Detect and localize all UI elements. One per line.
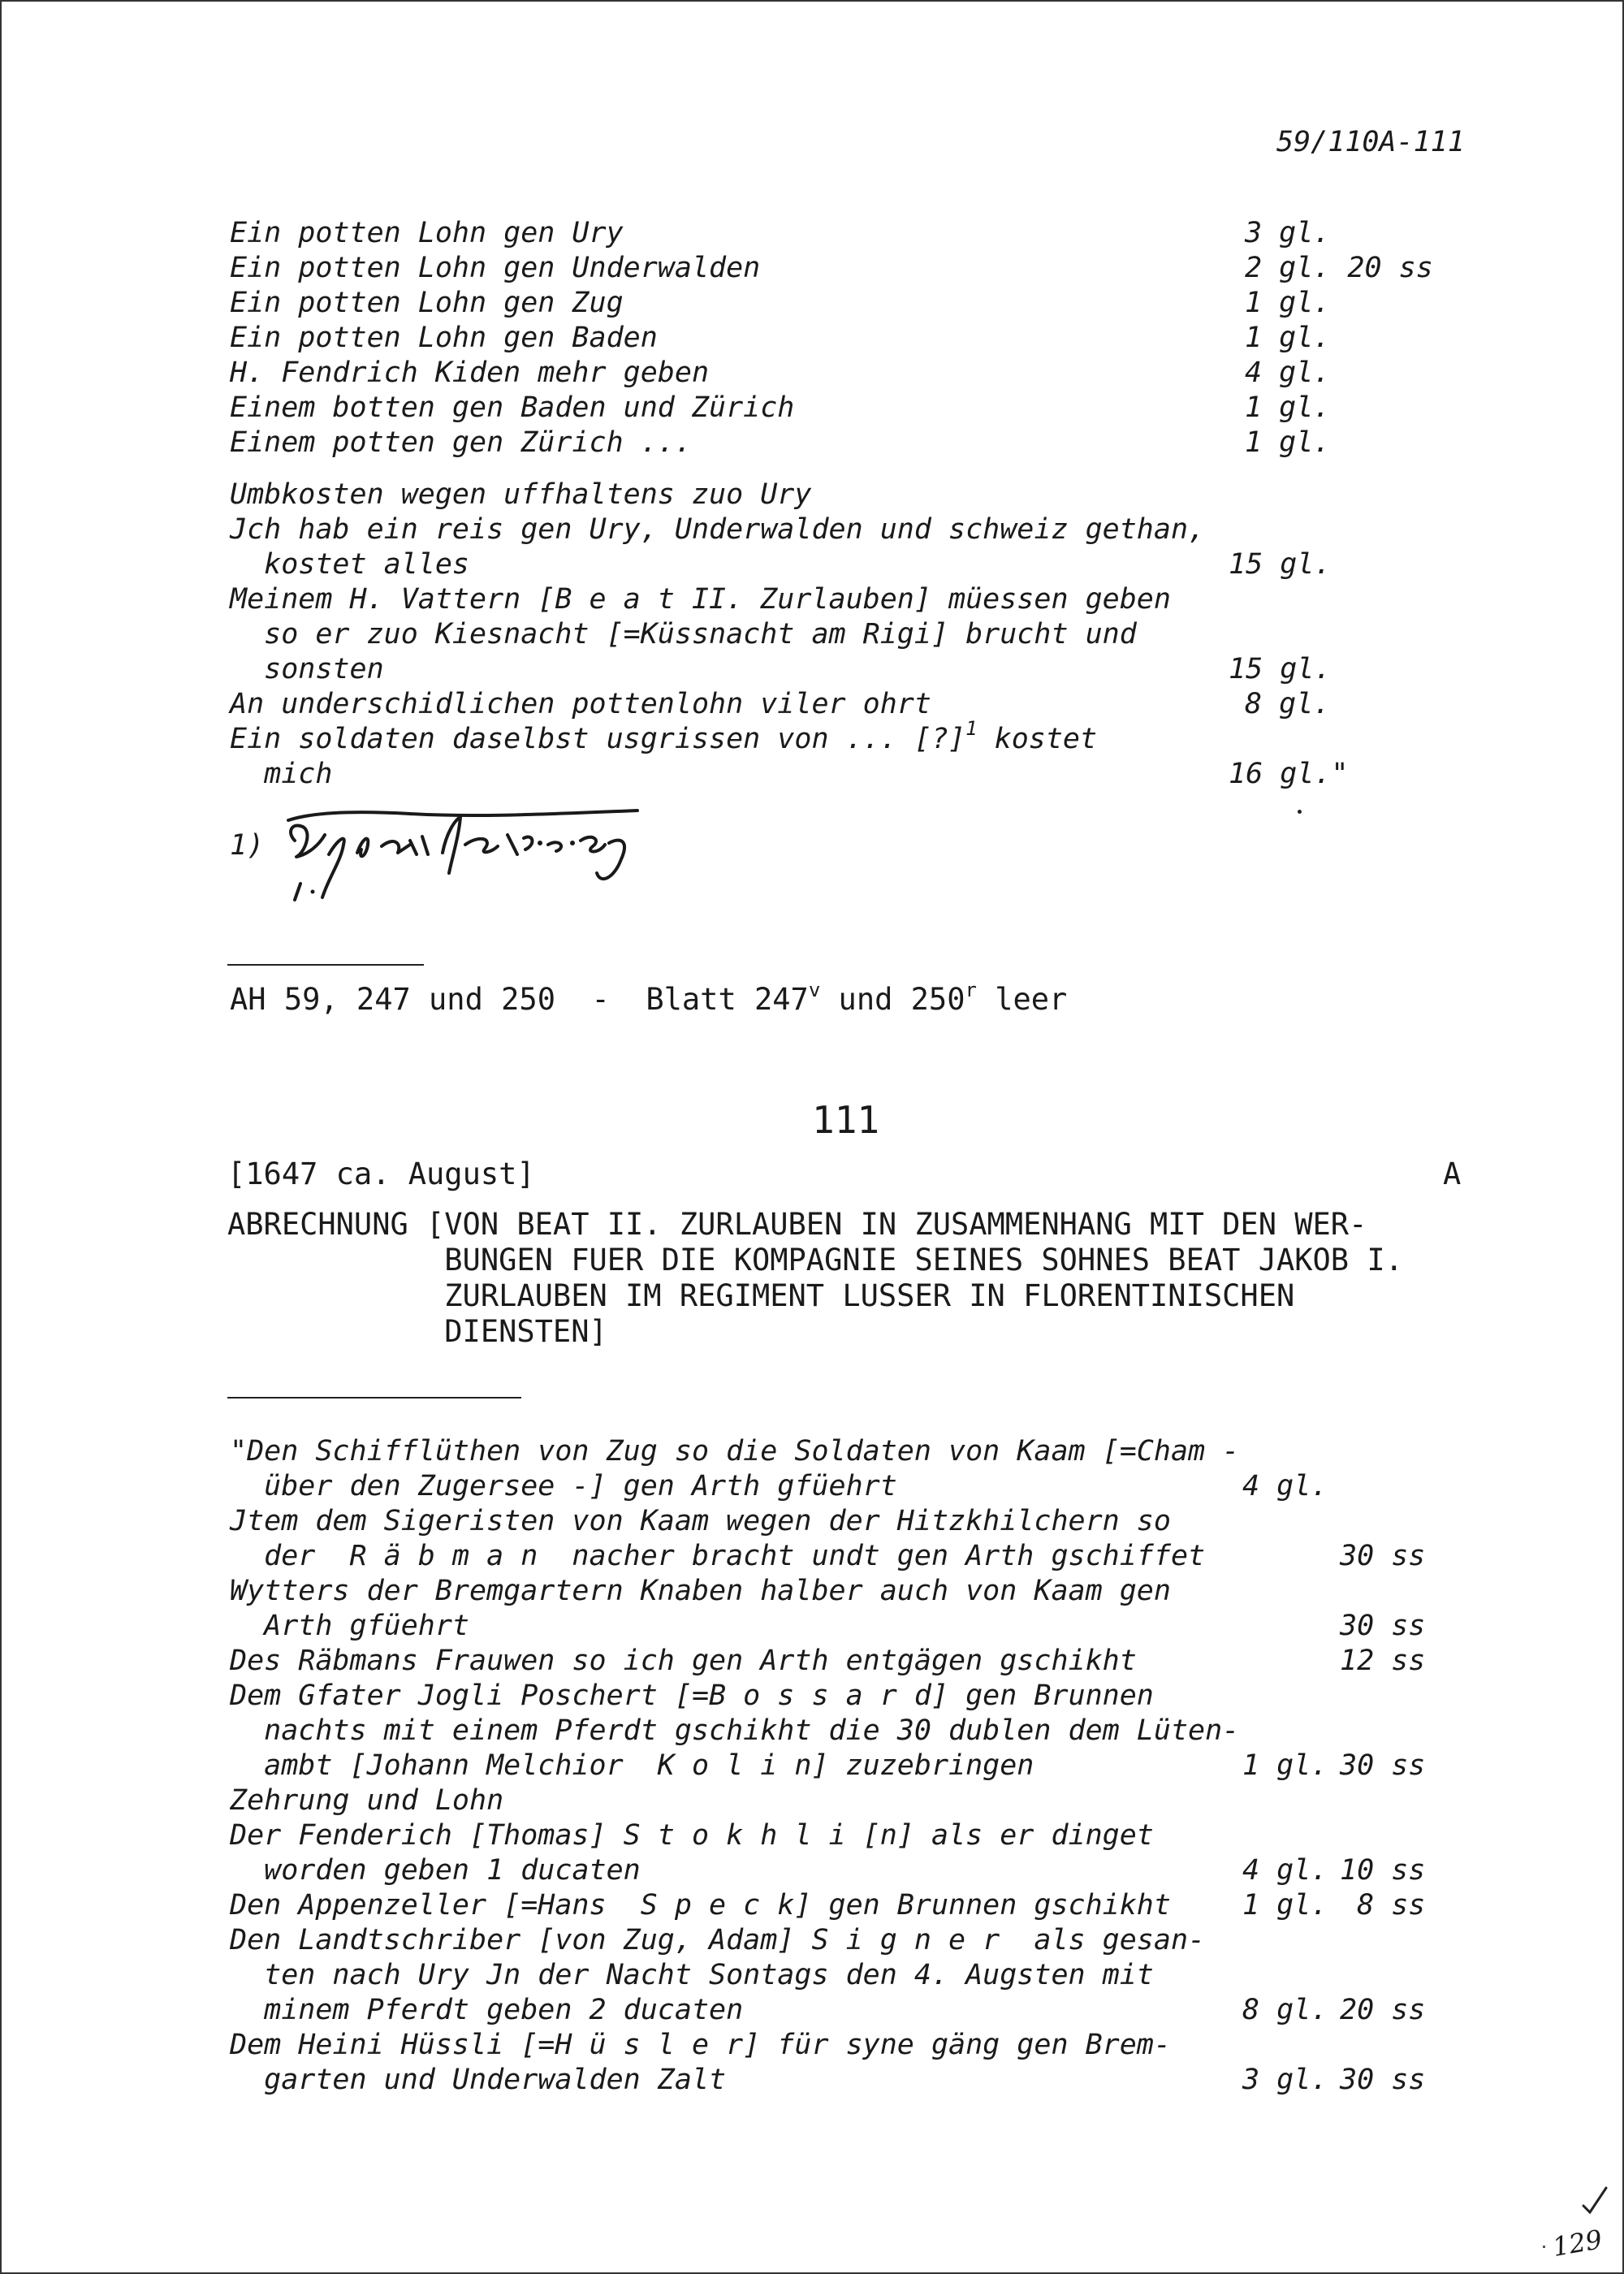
document-number: 111 <box>812 1098 880 1142</box>
list-item: sonsten <box>230 653 384 685</box>
document-title-label: ABRECHNUNG <box>227 1207 408 1242</box>
list-item-text: kostet <box>977 723 1098 755</box>
list-item: Ein potten Lohn gen Ury <box>230 217 624 249</box>
list-item: Einem potten gen Zürich ... <box>230 426 692 459</box>
source-note <box>230 979 1068 1021</box>
check-mark-icon <box>1579 2185 1611 2217</box>
amount: 4 gl. <box>1245 357 1331 389</box>
list-item: An underschidlichen pottenlohn viler ohrt <box>230 688 931 720</box>
list-item: Jtem dem Sigeristen von Kaam wegen der Hitzkhilchern so <box>230 1505 1171 1537</box>
list-item: Den Appenzeller [=Hans S p e c k] gen Brunnen gschikht <box>230 1889 1171 1922</box>
divider <box>227 964 424 966</box>
amount-ss: 8 ss <box>1340 1889 1426 1922</box>
list-item: H. Fendrich Kiden mehr geben <box>230 357 710 389</box>
list-item: minem Pferdt geben 2 ducaten <box>230 1994 744 2026</box>
list-item: Arth gfüehrt <box>230 1610 470 1642</box>
list-item: Dem Heini Hüssli [=H ü s l e r] für syne gäng gen Brem- <box>230 2029 1171 2061</box>
divider <box>227 1397 521 1399</box>
amount-gl: 8 gl. <box>1242 1994 1328 2026</box>
list-item: so er zuo Kiesnacht [=Küssnacht am Rigi] brucht und <box>230 618 1137 651</box>
amount: 15 gl. <box>1229 653 1332 685</box>
amount: 2 gl. 20 ss <box>1245 252 1433 284</box>
list-item: Ein potten Lohn gen Underwalden <box>230 252 761 284</box>
source-text: leer <box>976 982 1068 1017</box>
amount-ss: 12 ss <box>1340 1645 1426 1677</box>
list-item: über den Zugersee -] gen Arth gfüehrt <box>230 1470 897 1502</box>
list-item: Jch hab ein reis gen Ury, Underwalden und schweiz gethan, <box>230 513 1206 546</box>
list-item: Der Fenderich [Thomas] S t o k h l i [n] als er dinget <box>230 1819 1154 1852</box>
amount: 15 gl. <box>1229 548 1332 581</box>
list-item: ambt [Johann Melchior K o l i n] zuzebringen <box>230 1749 1034 1782</box>
amount-ss: 30 ss <box>1340 1610 1426 1642</box>
list-item: Des Räbmans Frauwen so ich gen Arth entgägen gschikht <box>230 1645 1137 1677</box>
amount: 3 gl. <box>1245 217 1331 249</box>
amount-gl: 1 gl. <box>1242 1749 1328 1782</box>
list-item: Dem Gfater Jogli Poschert [=B o s s a r d] gen Brunnen <box>230 1680 1154 1712</box>
list-item: nachts mit einem Pferdt gschikht die 30 dublen dem Lüten- <box>230 1714 1240 1747</box>
list-item: Den Landtschriber [von Zug, Adam] S i g n e r als gesan- <box>230 1924 1206 1956</box>
amount: 1 gl. <box>1245 322 1331 354</box>
list-item: Wytters der Bremgartern Knaben halber auch von Kaam gen <box>230 1575 1171 1607</box>
document-title-line: BUNGEN FUER DIE KOMPAGNIE SEINES SOHNES BEAT JAKOB I. <box>426 1243 1403 1278</box>
list-item: worden geben 1 ducaten <box>230 1854 641 1887</box>
amount-gl: 4 gl. <box>1242 1854 1328 1887</box>
amount: 1 gl. <box>1245 426 1331 459</box>
list-item <box>230 717 1098 759</box>
list-item: "Den Schifflüthen von Zug so die Soldaten von Kaam [=Cham - <box>230 1435 1240 1468</box>
verso-mark: v <box>808 979 821 1001</box>
handwritten-signature <box>280 796 670 910</box>
list-item: garten und Underwalden Zalt <box>230 2064 727 2096</box>
document-title-line: DIENSTEN] <box>426 1314 607 1349</box>
source-text: und 250 <box>820 982 965 1017</box>
amount-ss: 30 ss <box>1340 1540 1426 1572</box>
list-item: Ein potten Lohn gen Baden <box>230 322 658 354</box>
list-item: Einem botten gen Baden und Zürich <box>230 391 795 424</box>
list-item: Zehrung und Lohn <box>230 1784 504 1817</box>
amount: 1 gl. <box>1245 287 1331 319</box>
document-title-line: [VON BEAT II. ZURLAUBEN IN ZUSAMMENHANG MIT DEN WER- <box>426 1207 1367 1242</box>
list-item: der R ä b m a n nacher bracht undt gen Arth gschiffet <box>230 1540 1206 1572</box>
list-item: ten nach Ury Jn der Nacht Sontags den 4. Augsten mit <box>230 1959 1154 1991</box>
amount-gl: 3 gl. <box>1242 2064 1328 2096</box>
recto-mark: r <box>965 979 977 1001</box>
source-text: AH 59, 247 und 250 - Blatt 247 <box>230 982 809 1017</box>
archive-reference: 59/110A-111 <box>1276 126 1465 158</box>
footnote-marker: 1) <box>230 829 265 862</box>
list-item: Umbkosten wegen uffhaltens zuo Ury <box>230 478 812 511</box>
amount: 1 gl. <box>1245 391 1331 424</box>
amount-ss: 30 ss <box>1340 1749 1426 1782</box>
dot-mark <box>1298 810 1302 814</box>
list-item-text: Ein soldaten daselbst usgrissen von ... [?] <box>230 723 966 755</box>
list-item: kostet alles <box>230 548 470 581</box>
amount-ss: 20 ss <box>1340 1994 1426 2026</box>
document-type: A <box>1443 1156 1462 1191</box>
list-item: Meinem H. Vattern [B e a t II. Zurlauben] müessen geben <box>230 583 1171 616</box>
page-mark: 129 <box>1550 2223 1605 2263</box>
corner-dot <box>1543 2246 1545 2248</box>
amount: 8 gl. <box>1245 688 1331 720</box>
document-date: [1647 ca. August] <box>227 1156 535 1191</box>
amount-ss: 10 ss <box>1340 1854 1426 1887</box>
amount-ss: 30 ss <box>1340 2064 1426 2096</box>
amount: 16 gl." <box>1229 758 1349 790</box>
list-item: mich <box>230 758 333 790</box>
footnote-ref: 1 <box>965 717 978 740</box>
amount-gl: 1 gl. <box>1242 1889 1328 1922</box>
list-item: Ein potten Lohn gen Zug <box>230 287 624 319</box>
document-title-line: ZURLAUBEN IM REGIMENT LUSSER IN FLORENTINISCHEN <box>426 1278 1295 1313</box>
amount-gl: 4 gl. <box>1242 1470 1328 1502</box>
